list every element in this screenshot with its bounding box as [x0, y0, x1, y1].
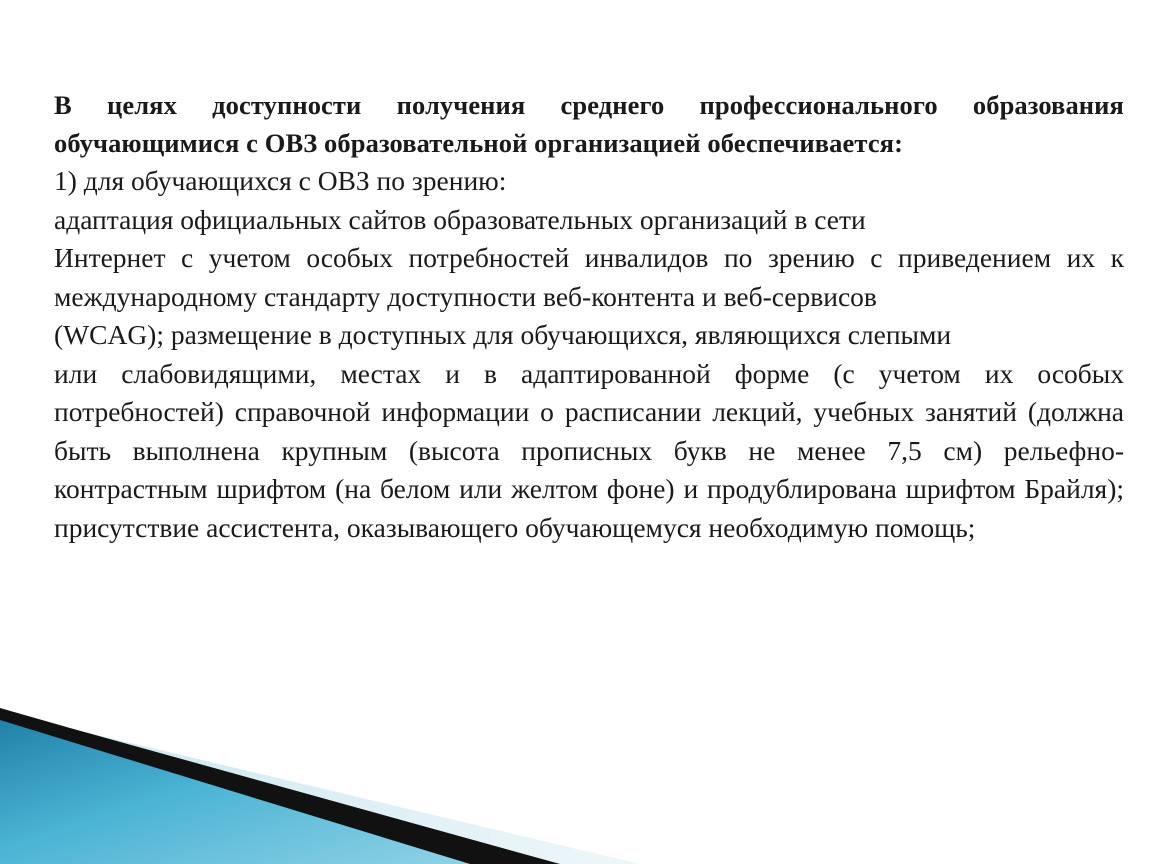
- body-text-line: адаптация официальных сайтов образовательных организаций в сети: [54, 203, 866, 235]
- slide-heading: В целях доступности получения среднего профессионального образования обучающимися с ОВЗ образовательной организацией обеспечивается:: [54, 90, 1124, 158]
- dark-stripe: [0, 708, 560, 864]
- pale-stripe: [0, 712, 640, 864]
- blue-wedge: [0, 712, 470, 864]
- slide-content: [54, 86, 1124, 547]
- body-text-paragraph: или слабовидящими, местах и в адаптированной форме (с учетом их особых потребностей) справочной информации о расписании лекций, учебных занятий (должна быть выполнена крупным (высота прописных букв не менее 7,5 см) рельефно-контрастным шрифтом (на белом или желтом фоне) и продублирована шрифтом Брайля); присутствие ассистента, оказывающего обучающемуся необходимую помощь;: [54, 357, 1124, 543]
- body-text-paragraph: Интернет с учетом особых потребностей инвалидов по зрению с приведением их к международному стандарту доступности веб-контента и веб-сервисов: [54, 242, 1124, 312]
- body-text-line: (WCAG); размещение в доступных для обучающихся, являющихся слепыми: [54, 319, 952, 350]
- list-item-label: 1) для обучающихся с ОВЗ по зрению:: [54, 165, 507, 196]
